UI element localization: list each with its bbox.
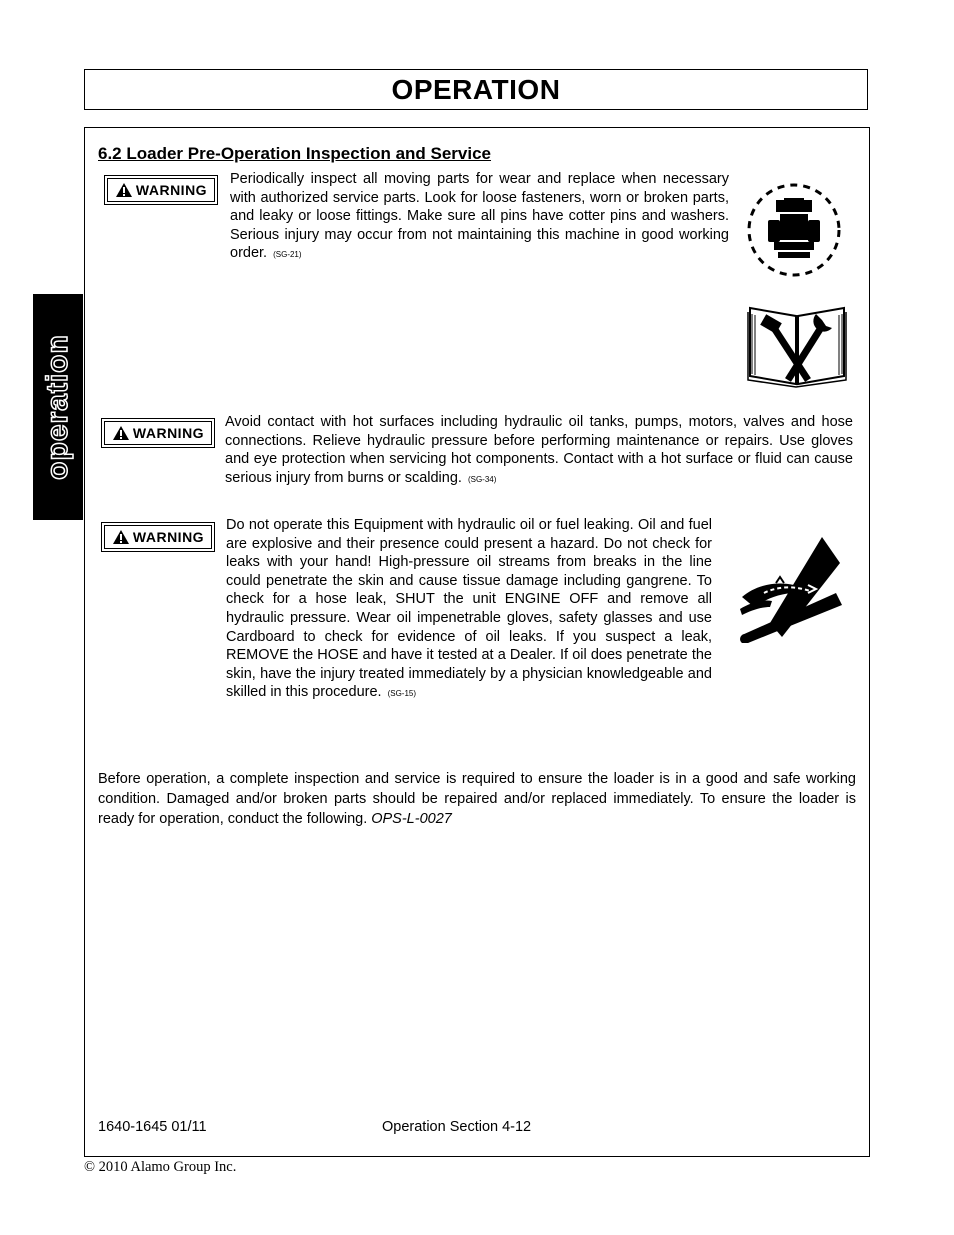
manual-tools-icon [746,298,848,388]
warning-triangle-icon [112,425,130,441]
warning-label: WARNING [132,529,205,545]
warning-label: WARNING [132,425,205,441]
tractor-inspection-icon [744,180,844,280]
inspection-intro-paragraph: Before operation, a complete inspection and service is required to ensure the loader is in a good and safe working condition. Damaged and/or broken parts should be repaired and/or replaced immediately. To ensure the loader is ready for operation, conduct the following. OPS-L-0027 [98,771,856,827]
warning-badge [101,522,215,552]
warning-triangle-icon [112,529,130,545]
page-number: Operation Section 4-12 [382,1119,532,1135]
warning-badge [101,418,215,448]
warning-text: Avoid contact with hot surfaces including hydraulic oil tanks, pumps, motors, valves and hose connections. Relieve hydraulic pressure before performing maintenance or repairs. Use gloves and eye protection when servicing hot components. Contact with a hot surface or fluid can cause serious injury from burns or scalding. (SG-34) [225,414,853,486]
warning-triangle-icon [115,182,133,198]
side-tab-label: operation [41,334,75,480]
page-header [84,69,868,110]
warning-text: Do not operate this Equipment with hydraulic oil or fuel leaking. Oil and fuel are explosive and their presence could present a hazard. Do not check for leaks with your hand! High-pressure oil streams from breaks in the line could penetrate the skin and cause tissue damage including gangrene. To check for a hose leak, SHUT the unit ENGINE OFF and remove all hydraulic pressure. Wear oil impenetrable gloves, safety glasses and use Cardboard to check for evidence of oil leaks. If you suspect a leak, REMOVE the HOSE and have it tested at a Dealer. If oil does penetrate the skin, have the injury treated immediately by a physician knowledgeable and skilled in this procedure. (SG-15) [226,517,712,701]
section-title: 6.2 Loader Pre-Operation Inspection and Service [98,144,492,163]
copyright: © 2010 Alamo Group Inc. [84,1159,237,1175]
side-tab [33,294,83,520]
hydraulic-leak-hand-icon [736,535,844,643]
document-number: 1640-1645 01/11 [98,1119,207,1135]
warning-badge [104,175,218,205]
warning-text: Periodically inspect all moving parts for wear and replace when necessary with authorized service parts. Look for loose fasteners, worn or broken parts, and leaky or loose fittings. Make sure all pins have cotter pins and washers. Serious injury may occur from not maintaining this machine in good working order. (SG-21) [230,171,729,262]
warning-label: WARNING [135,182,208,198]
page-title: OPERATION [391,73,561,105]
